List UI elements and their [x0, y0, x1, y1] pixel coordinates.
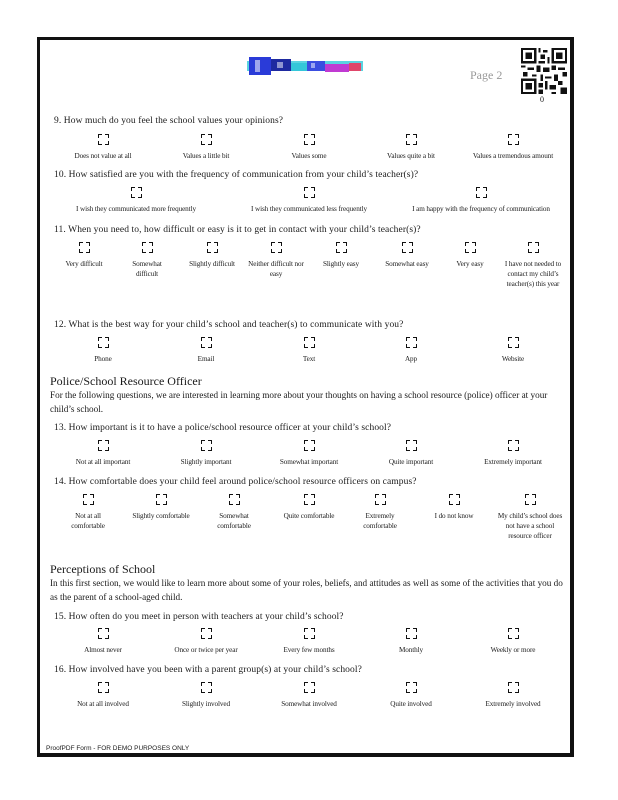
q10-option-1[interactable]: I wish they communicated more frequently — [56, 187, 216, 214]
q15-option-4[interactable]: Monthly — [356, 628, 466, 655]
checkbox-icon[interactable] — [476, 187, 487, 198]
checkbox-icon[interactable] — [406, 440, 417, 451]
question-10: 10. How satisfied are you with the frequency of communication from your child’s teacher(s)? — [54, 170, 419, 180]
qr-code-icon — [521, 48, 567, 94]
q9-option-2[interactable]: Values a little bit — [151, 134, 261, 161]
checkbox-icon[interactable] — [79, 242, 90, 253]
checkbox-icon[interactable] — [142, 242, 153, 253]
q14-option-2[interactable]: Slightly comfortable — [131, 494, 191, 521]
question-14: 14. How comfortable does your child feel around police/school resource officers on campus? — [54, 477, 417, 487]
q9-option-4[interactable]: Values quite a bit — [356, 134, 466, 161]
checkbox-icon[interactable] — [98, 628, 109, 639]
q13-option-2[interactable]: Slightly important — [151, 440, 261, 467]
checkbox-icon[interactable] — [201, 682, 212, 693]
question-16: 16. How involved have you been with a parent group(s) at your child’s school? — [54, 665, 362, 675]
q14-option-3[interactable]: Somewhat comfortable — [204, 494, 264, 531]
checkbox-icon[interactable] — [508, 337, 519, 348]
q16-option-5[interactable]: Extremely involved — [458, 682, 568, 709]
checkbox-icon[interactable] — [304, 682, 315, 693]
section-title-perceptions: Perceptions of School — [50, 562, 156, 576]
checkbox-icon[interactable] — [304, 628, 315, 639]
q10-option-2[interactable]: I wish they communicated less frequently — [226, 187, 392, 214]
checkbox-icon[interactable] — [201, 440, 212, 451]
q11-option-4[interactable]: Neither difficult nor easy — [247, 242, 305, 279]
checkbox-icon[interactable] — [201, 134, 212, 145]
section-intro-perceptions: In this first section, we would like to learn more about some of your roles, beliefs, and attitudes as well as some of the activities that you do as the parent of a school-aged child. — [50, 578, 563, 602]
checkbox-icon[interactable] — [336, 242, 347, 253]
q13-option-1[interactable]: Not at all important — [48, 440, 158, 467]
q13-option-5[interactable]: Extremely important — [458, 440, 568, 467]
q14-option-7[interactable]: My child’s school does not have a school resource officer — [496, 494, 564, 541]
checkbox-icon[interactable] — [508, 628, 519, 639]
question-13: 13. How important is it to have a police/school resource officer at your child’s school? — [54, 423, 392, 433]
checkbox-icon[interactable] — [207, 242, 218, 253]
checkbox-icon[interactable] — [304, 337, 315, 348]
q13-option-4[interactable]: Quite important — [356, 440, 466, 467]
q16-option-1[interactable]: Not at all involved — [48, 682, 158, 709]
checkbox-icon[interactable] — [83, 494, 94, 505]
checkbox-icon[interactable] — [508, 440, 519, 451]
q16-option-2[interactable]: Slightly involved — [151, 682, 261, 709]
q16-option-3[interactable]: Somewhat involved — [254, 682, 364, 709]
checkbox-icon[interactable] — [508, 134, 519, 145]
q12-option-4[interactable]: App — [356, 337, 466, 364]
checkbox-icon[interactable] — [229, 494, 240, 505]
checkbox-icon[interactable] — [406, 628, 417, 639]
question-9: 9. How much do you feel the school values your opinions? — [54, 116, 284, 126]
q15-option-3[interactable]: Every few months — [254, 628, 364, 655]
checkbox-icon[interactable] — [98, 337, 109, 348]
checkbox-icon[interactable] — [304, 440, 315, 451]
q11-option-7[interactable]: Very easy — [442, 242, 498, 269]
checkbox-icon[interactable] — [375, 494, 386, 505]
question-11: 11. When you need to, how difficult or easy is it to get in contact with your child’s teacher(s)? — [54, 225, 421, 235]
q12-option-1[interactable]: Phone — [48, 337, 158, 364]
q11-option-3[interactable]: Slightly difficult — [183, 242, 241, 269]
q10-option-3[interactable]: I am happy with the frequency of communication — [396, 187, 566, 214]
checkbox-icon[interactable] — [449, 494, 460, 505]
q14-option-4[interactable]: Quite comfortable — [274, 494, 344, 521]
q11-option-1[interactable]: Very difficult — [58, 242, 110, 269]
checkbox-icon[interactable] — [528, 242, 539, 253]
checkbox-icon[interactable] — [406, 682, 417, 693]
checkbox-icon[interactable] — [525, 494, 536, 505]
q15-option-2[interactable]: Once or twice per year — [151, 628, 261, 655]
q12-option-2[interactable]: Email — [151, 337, 261, 364]
section-title-police: Police/School Resource Officer — [50, 374, 202, 388]
school-logo — [247, 55, 363, 77]
checkbox-icon[interactable] — [406, 134, 417, 145]
q11-option-5[interactable]: Slightly easy — [312, 242, 370, 269]
q14-option-5[interactable]: Extremely comfortable — [350, 494, 410, 531]
q11-option-6[interactable]: Somewhat easy — [375, 242, 439, 269]
qr-caption: 0 — [540, 95, 544, 104]
q9-option-5[interactable]: Values a tremendous amount — [458, 134, 568, 161]
checkbox-icon[interactable] — [201, 337, 212, 348]
checkbox-icon[interactable] — [402, 242, 413, 253]
q14-option-1[interactable]: Not at all comfortable — [58, 494, 118, 531]
question-12: 12. What is the best way for your child’s school and teacher(s) to communicate with you? — [54, 320, 404, 330]
q9-option-3[interactable]: Values some — [254, 134, 364, 161]
q13-option-3[interactable]: Somewhat important — [254, 440, 364, 467]
q11-option-2[interactable]: Somewhat difficult — [121, 242, 173, 279]
checkbox-icon[interactable] — [156, 494, 167, 505]
q15-option-1[interactable]: Almost never — [48, 628, 158, 655]
checkbox-icon[interactable] — [304, 187, 315, 198]
q16-option-4[interactable]: Quite involved — [356, 682, 466, 709]
q12-option-3[interactable]: Text — [254, 337, 364, 364]
checkbox-icon[interactable] — [304, 494, 315, 505]
checkbox-icon[interactable] — [131, 187, 142, 198]
checkbox-icon[interactable] — [508, 682, 519, 693]
checkbox-icon[interactable] — [271, 242, 282, 253]
checkbox-icon[interactable] — [98, 134, 109, 145]
page-number: Page 2 — [470, 68, 503, 82]
checkbox-icon[interactable] — [201, 628, 212, 639]
checkbox-icon[interactable] — [98, 682, 109, 693]
q15-option-5[interactable]: Weekly or more — [458, 628, 568, 655]
checkbox-icon[interactable] — [406, 337, 417, 348]
section-intro-police: For the following questions, we are interested in learning more about your thoughts on having a school resource (police) officer at your child’s school. — [50, 390, 548, 414]
q11-option-8[interactable]: I have not needed to contact my child’s teacher(s) this year — [502, 242, 564, 289]
checkbox-icon[interactable] — [98, 440, 109, 451]
question-15: 15. How often do you meet in person with teachers at your child’s school? — [54, 612, 344, 622]
q12-option-5[interactable]: Website — [458, 337, 568, 364]
q14-option-6[interactable]: I do not know — [424, 494, 484, 521]
checkbox-icon[interactable] — [304, 134, 315, 145]
checkbox-icon[interactable] — [465, 242, 476, 253]
q9-option-1[interactable]: Does not value at all — [48, 134, 158, 161]
demo-footer: ProofPDF Form - FOR DEMO PURPOSES ONLY — [46, 745, 190, 752]
